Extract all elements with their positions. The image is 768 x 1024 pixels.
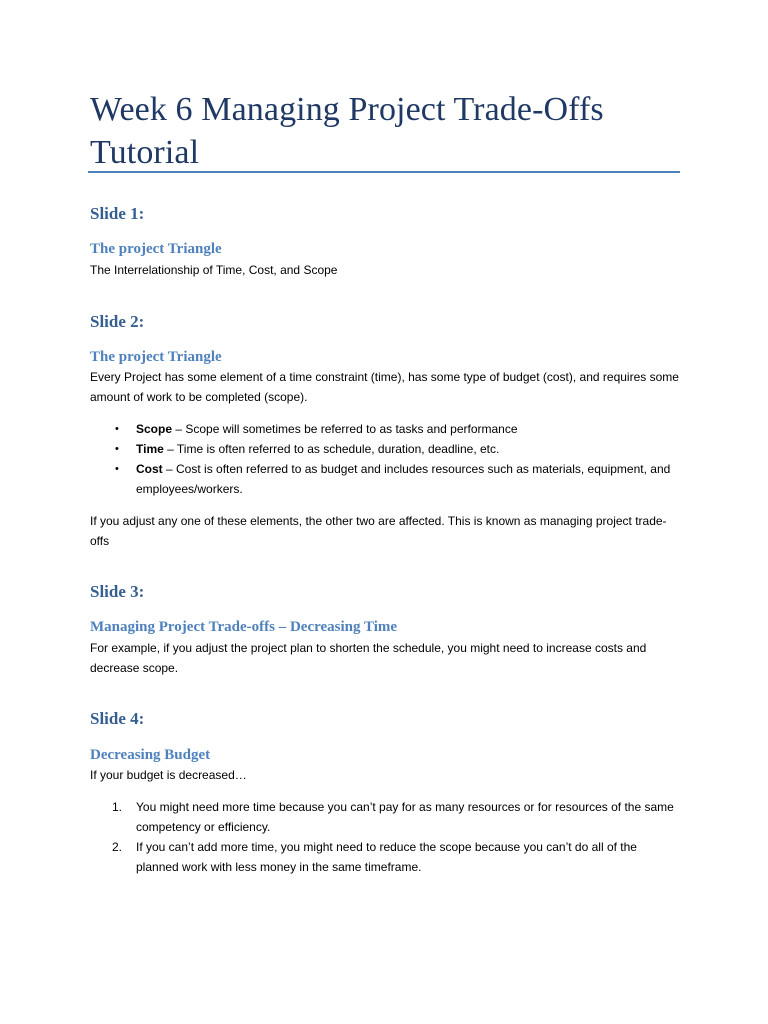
slide-2-intro: Every Project has some element of a time constraint (time), has some type of budget (cost), and requires some amount of work to be completed (scope). xyxy=(90,370,679,404)
slide-1-subheading: The project Triangle xyxy=(90,241,222,257)
slide-4-subheading: Decreasing Budget xyxy=(90,747,211,763)
slide-4-heading: Slide 4: xyxy=(90,709,145,728)
list-item-text: If you can’t add more time, you might need to reduce the scope because you can’t do all of the planned work with less money in the same timeframe. xyxy=(136,840,637,874)
bullet-marker: • xyxy=(115,463,119,475)
list-number: 1. xyxy=(112,800,123,814)
list-item xyxy=(90,837,680,877)
bullet-text: – Time is often referred to as schedule, duration, deadline, etc. xyxy=(163,442,500,456)
bullet-text: – Cost is often referred to as budget and includes resources such as materials, equipment, and employees/workers. xyxy=(136,462,671,496)
slide-3-subheading: Managing Project Trade-offs – Decreasing Time xyxy=(90,619,398,635)
list-number: 2. xyxy=(112,840,123,854)
slide-4-intro: If your budget is decreased… xyxy=(90,768,247,782)
slide-2-heading: Slide 2: xyxy=(90,312,145,331)
document-title: Week 6 Managing Project Trade-Offs Tutorial xyxy=(90,91,604,171)
slide-1-heading: Slide 1: xyxy=(90,204,145,223)
title-underline-rule xyxy=(88,171,680,173)
list-item-text: You might need more time because you can’t pay for as many resources or for resources of the same competency or efficiency. xyxy=(136,800,674,834)
list-item xyxy=(90,459,680,499)
slide-3-heading: Slide 3: xyxy=(90,582,145,601)
list-item xyxy=(90,419,680,439)
bullet-term: Cost xyxy=(136,462,163,476)
bullet-term: Scope xyxy=(136,422,173,436)
slide-2-outro: If you adjust any one of these elements, the other two are affected. This is known as managing project trade-offs xyxy=(90,514,667,548)
slide-3-text: For example, if you adjust the project plan to shorten the schedule, you might need to increase costs and decrease scope. xyxy=(90,641,647,675)
list-item xyxy=(90,797,680,837)
bullet-marker: • xyxy=(115,423,119,435)
bullet-text: – Scope will sometimes be referred to as tasks and performance xyxy=(172,422,518,436)
slide-2-bullet-list xyxy=(90,419,680,499)
list-item xyxy=(90,439,680,459)
slide-1-text: The Interrelationship of Time, Cost, and Scope xyxy=(90,263,338,277)
slide-2-subheading: The project Triangle xyxy=(90,349,222,365)
slide-4-numbered-list xyxy=(90,797,680,877)
bullet-marker: • xyxy=(115,443,119,455)
bullet-term: Time xyxy=(136,442,164,456)
